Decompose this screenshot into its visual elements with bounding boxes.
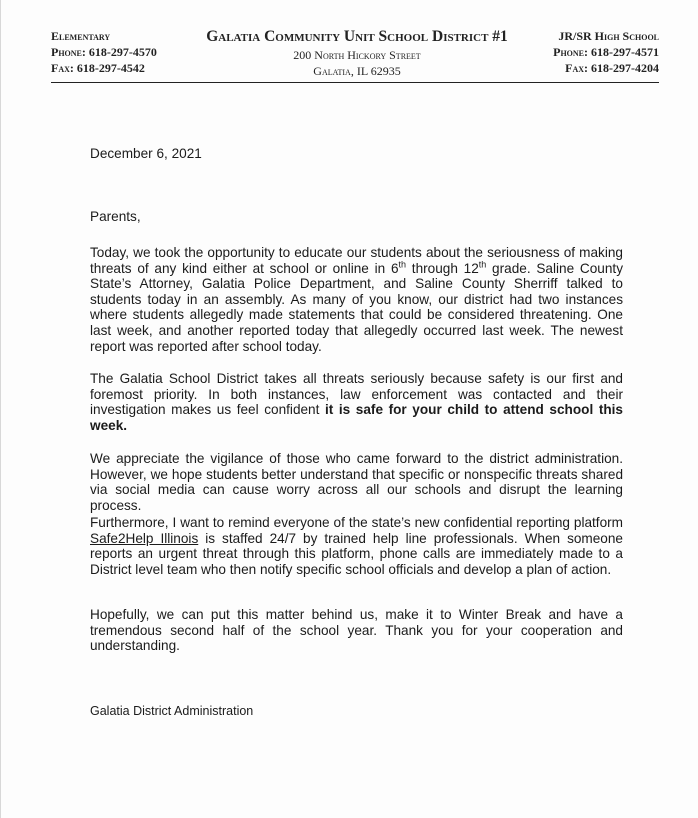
- paragraph-4-text-a: Furthermore, I want to remind everyone of the state’s new confidential reporting platform: [90, 515, 623, 530]
- highschool-contact: [553, 28, 659, 76]
- salutation: Parents,: [90, 209, 141, 224]
- district-title: Galatia Community Unit School District #1: [206, 28, 508, 45]
- letterhead: [51, 28, 659, 83]
- elementary-phone: Phone: 618-297-4570: [51, 45, 157, 59]
- highschool-phone: Phone: 618-297-4571: [553, 45, 659, 59]
- paragraph-3: We appreciate the vigilance of those who came forward to the district administration. However, we hope students better understand that specific or nonspecific threats shared via social media can cause worry across all our schools and disrupt the learning process.: [90, 451, 623, 513]
- elementary-label: Elementary: [51, 29, 111, 43]
- paragraph-1-text-c: grade. Saline County State’s Attorney, Galatia Police Department, and Saline County Sherriff talked to students today in an assembly. As many of you know, our district had two instances where students allegedly made statements that could be considered threatening. One last week, and another reported today that allegedly occurred last week. The newest report was reported after school today.: [90, 260, 623, 354]
- paragraph-1-text-a: Today, we took the opportunity to educate our students about the seriousness of making threats of any kind either at school or online in 6: [90, 245, 623, 276]
- district-street: 200 North Hickory Street: [293, 48, 421, 62]
- elementary-contact: [51, 28, 157, 76]
- letter-date: December 6, 2021: [90, 146, 202, 161]
- superscript-th: th: [398, 259, 407, 270]
- paragraph-5: Hopefully, we can put this matter behind us, make it to Winter Break and have a tremendous second half of the school year. Thank you for your cooperation and understanding.: [90, 607, 623, 654]
- safe2help-link[interactable]: Safe2Help Illinois: [90, 530, 199, 546]
- signature: Galatia District Administration: [90, 704, 254, 718]
- highschool-label: JR/SR High School: [558, 29, 659, 43]
- paragraph-2-text: The Galatia School District takes all threats seriously because safety is our first and foremost priority. In both instances, law enforcement was contacted and their investigation makes us feel confident: [90, 371, 623, 418]
- district-header: [187, 28, 527, 79]
- paragraph-4-text-b: is staffed 24/7 by trained help line professionals. When someone reports an urgent threat through this platform, phone calls are immediately made to a District level team who then notify specific school officials and develop a plan of action.: [90, 530, 623, 577]
- elementary-fax: Fax: 618-297-4542: [51, 61, 145, 75]
- paragraph-1-text-b: through 12: [406, 260, 479, 276]
- highschool-fax: Fax: 618-297-4204: [565, 61, 659, 75]
- district-city: Galatia, IL 62935: [313, 64, 401, 78]
- superscript-th: th: [478, 259, 487, 270]
- paragraph-2-bold-text: it is safe for your child to attend school this week.: [90, 402, 623, 433]
- paragraph-2: [90, 371, 623, 433]
- paragraph-4: [90, 515, 623, 577]
- paragraph-1: [90, 245, 623, 354]
